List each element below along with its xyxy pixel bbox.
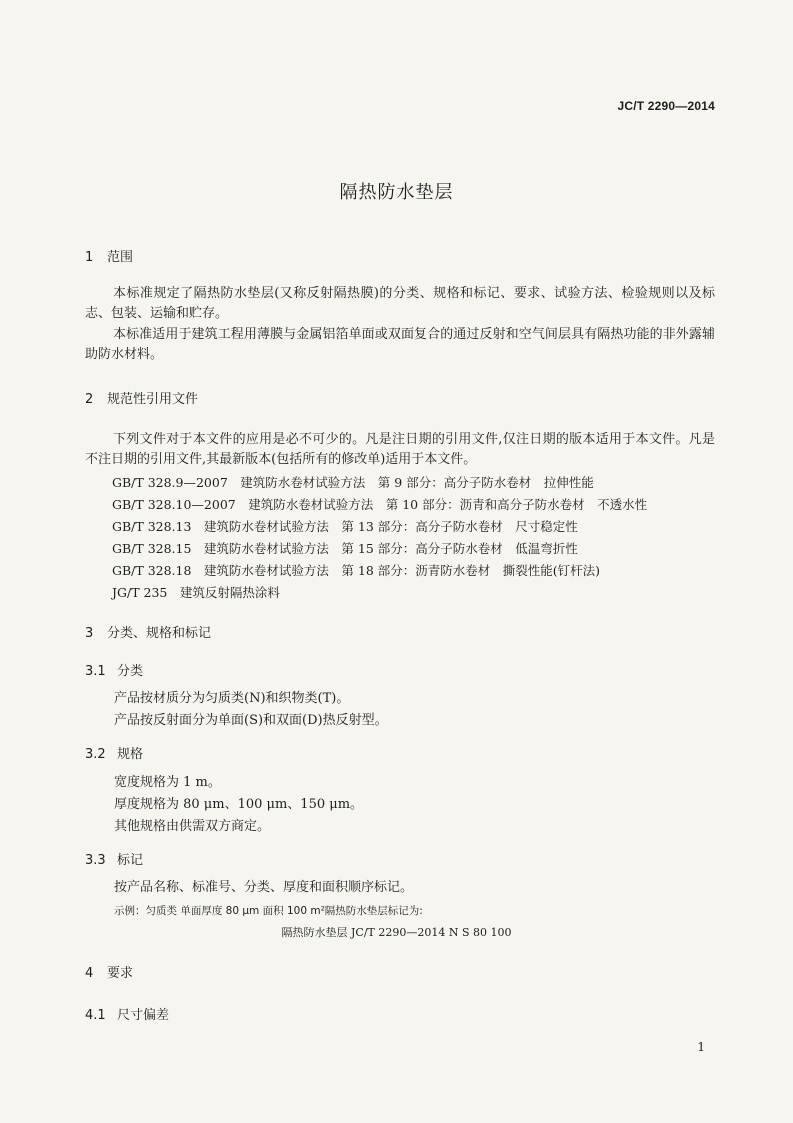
section-title: 范围 xyxy=(107,250,134,265)
section-4-heading xyxy=(85,962,133,981)
page-number: 1 xyxy=(697,1040,705,1054)
reference-item: GB/T 328.10—2007 建筑防水卷材试验方法 第 10 部分：沥青和高分子防水卷材 不透水性 xyxy=(112,497,648,512)
subsection-3-2-heading xyxy=(85,743,143,762)
section-1-paragraph-1: 本标准规定了隔热防水垫层(又称反射隔热膜)的分类、规格和标记、要求、试验方法、检验规则以及标志、包装、运输和贮存。 xyxy=(85,286,715,321)
specification-line: 宽度规格为 1 m。 xyxy=(114,775,221,790)
reference-item: GB/T 328.9—2007 建筑防水卷材试验方法 第 9 部分：高分子防水卷材 拉伸性能 xyxy=(112,475,594,490)
subsection-number: 3.2 xyxy=(85,747,106,762)
specification-line: 厚度规格为 80 μm、100 μm、150 μm。 xyxy=(114,797,364,812)
subsection-4-1-heading xyxy=(85,1004,169,1023)
section-number: 4 xyxy=(85,966,94,981)
section-1-paragraph-2: 本标准适用于建筑工程用薄膜与金属铝箔单面或双面复合的通过反射和空气间层具有隔热功能的非外露辅助防水材料。 xyxy=(85,327,715,362)
reference-item: GB/T 328.15 建筑防水卷材试验方法 第 15 部分：高分子防水卷材 低温弯折性 xyxy=(112,541,578,556)
document-title: 隔热防水垫层 xyxy=(339,182,454,203)
subsection-title: 标记 xyxy=(117,853,144,868)
subsection-title: 分类 xyxy=(117,664,144,679)
classification-line: 产品按材质分为匀质类(N)和织物类(T)。 xyxy=(114,691,350,706)
example-text: 匀质类 单面厚度 80 μm 面积 100 m²隔热防水垫层标记为: xyxy=(145,905,423,917)
section-2-heading xyxy=(85,388,198,407)
marking-line: 按产品名称、标准号、分类、厚度和面积顺序标记。 xyxy=(114,880,414,895)
section-title: 规范性引用文件 xyxy=(107,392,199,407)
subsection-number: 3.1 xyxy=(85,664,106,679)
example-mark: 隔热防水垫层 JC/T 2290—2014 N S 80 100 xyxy=(281,926,512,939)
section-1-heading xyxy=(85,246,133,265)
subsection-3-1-heading xyxy=(85,660,143,679)
subsection-number: 3.3 xyxy=(85,853,106,868)
section-title: 分类、规格和标记 xyxy=(107,626,212,641)
subsection-3-3-heading xyxy=(85,849,143,868)
classification-line: 产品按反射面分为单面(S)和双面(D)热反射型。 xyxy=(114,713,388,728)
example-label: 示例： xyxy=(114,905,146,917)
subsection-number: 4.1 xyxy=(85,1008,106,1023)
standard-code: JC/T 2290—2014 xyxy=(617,99,715,113)
section-number: 2 xyxy=(85,392,94,407)
section-title: 要求 xyxy=(107,966,134,981)
subsection-title: 尺寸偏差 xyxy=(117,1008,170,1023)
reference-item: JG/T 235 建筑反射隔热涂料 xyxy=(112,585,280,600)
specification-line: 其他规格由供需双方商定。 xyxy=(114,819,271,834)
reference-item: GB/T 328.13 建筑防水卷材试验方法 第 13 部分：高分子防水卷材 尺寸稳定性 xyxy=(112,519,578,534)
section-2-intro: 下列文件对于本文件的应用是必不可少的。凡是注日期的引用文件,仅注日期的版本适用于本文件。凡是不注日期的引用文件,其最新版本(包括所有的修改单)适用于本文件。 xyxy=(85,432,715,467)
section-3-heading xyxy=(85,622,211,641)
reference-item: GB/T 328.18 建筑防水卷材试验方法 第 18 部分：沥青防水卷材 撕裂性能(钉杆法) xyxy=(112,563,601,578)
section-number: 3 xyxy=(85,626,94,641)
section-number: 1 xyxy=(85,250,94,265)
subsection-title: 规格 xyxy=(117,747,144,762)
example-block xyxy=(114,903,423,918)
